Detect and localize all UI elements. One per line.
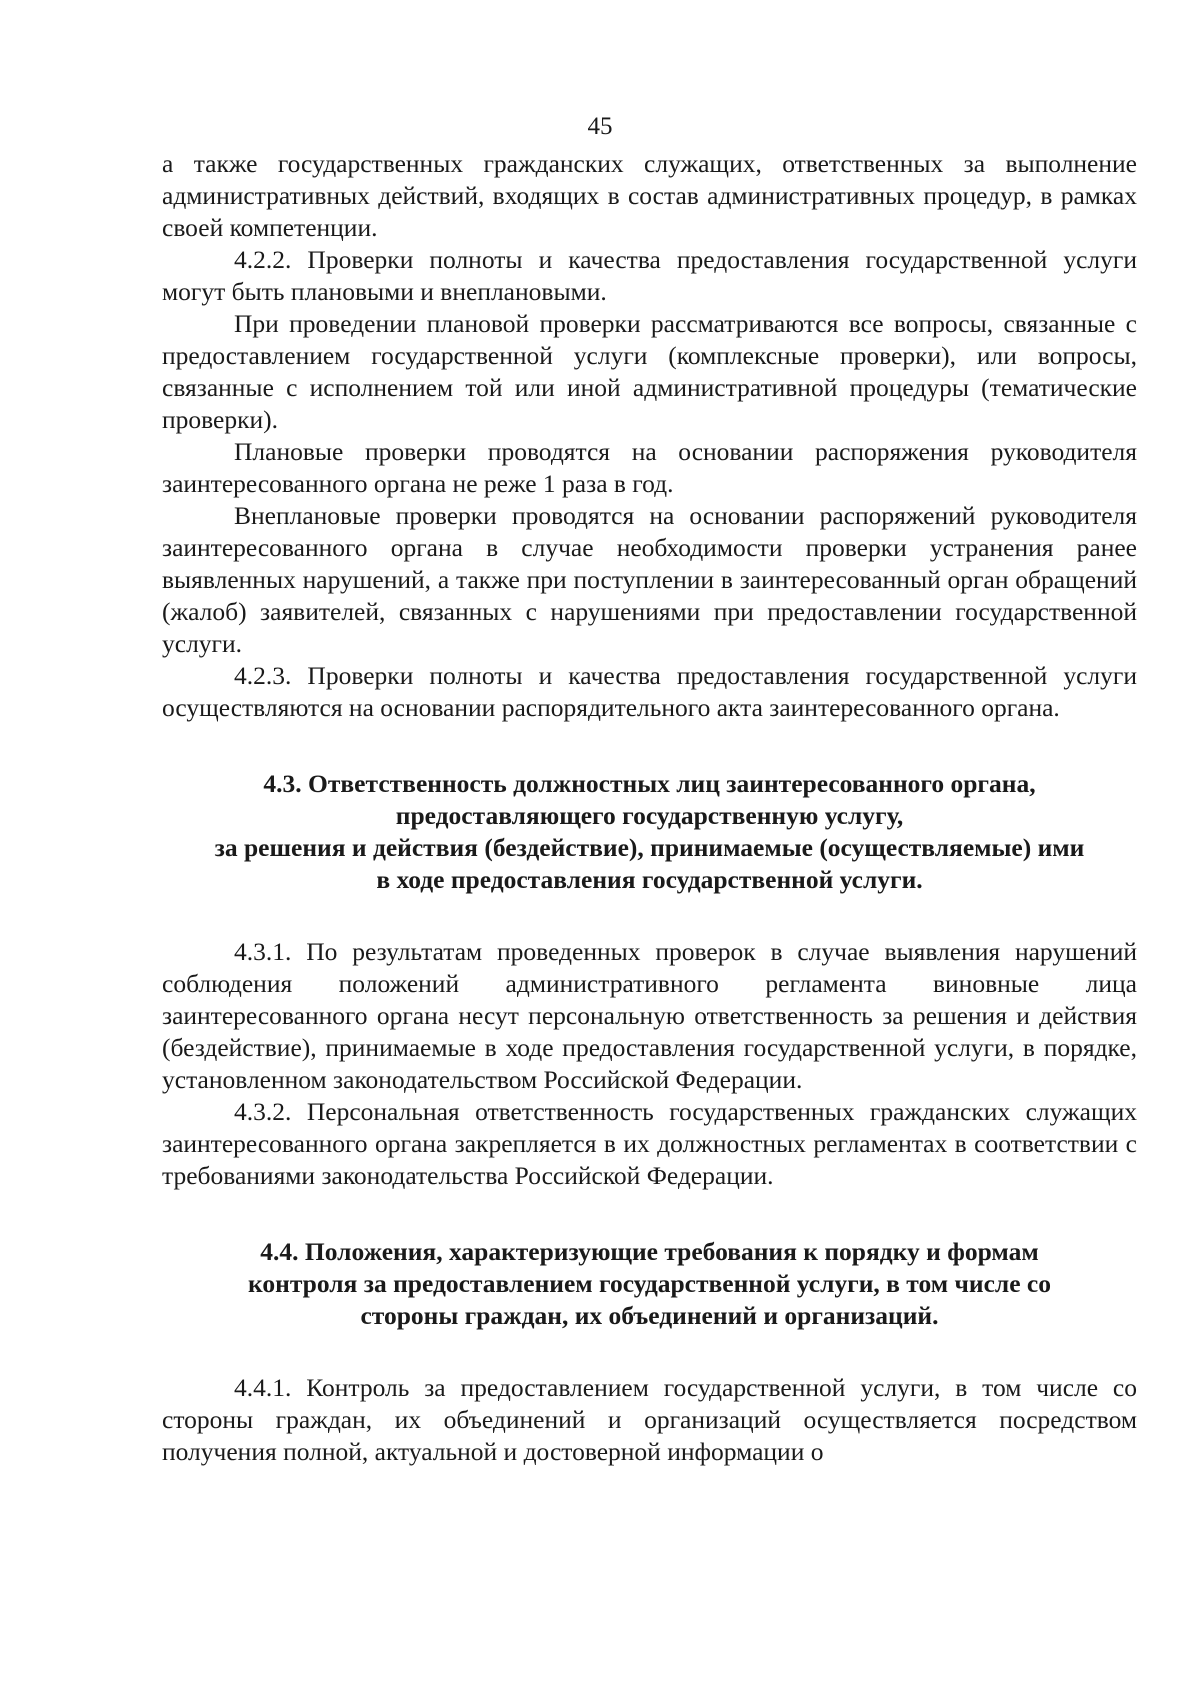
heading-line: за решения и действия (бездействие), принимаемые (осуществляемые) ими — [214, 833, 1085, 862]
paragraph-4-2-3: 4.2.3. Проверки полноты и качества предоставления государственной услуги осуществляются на основании распорядительного акта заинтересованного органа. — [162, 661, 1137, 722]
heading-line: в ходе предоставления государственной услуги. — [376, 865, 923, 894]
paragraph-continuation: а также государственных гражданских служащих, ответственных за выполнение административных действий, входящих в состав административных процедур, в рамках своей компетенции. — [162, 149, 1137, 242]
paragraph-4-4-1: 4.4.1. Контроль за предоставлением государственной услуги, в том числе со стороны граждан, их объединений и организаций осуществляется посредством получения полной, актуальной и достоверной информации о — [162, 1373, 1137, 1466]
heading-line: стороны граждан, их объединений и организаций. — [360, 1301, 939, 1330]
section-heading-4-4 — [162, 1236, 1137, 1332]
paragraph-4-3-2: 4.3.2. Персональная ответственность государственных гражданских служащих заинтересованного органа закрепляется в их должностных регламентах в соответствии с требованиями законодательства Российской Федерации. — [162, 1097, 1137, 1190]
page-content — [162, 148, 1137, 1468]
heading-line: 4.3. Ответственность должностных лиц заинтересованного органа, — [263, 769, 1036, 798]
paragraph-4-2-2: 4.2.2. Проверки полноты и качества предоставления государственной услуги могут быть плановыми и внеплановыми. — [162, 245, 1137, 306]
page-number: 45 — [587, 113, 613, 140]
paragraph-planned-checks: Плановые проверки проводятся на основании распоряжения руководителя заинтересованного органа не реже 1 раза в год. — [162, 437, 1137, 498]
heading-line: контроля за предоставлением государственной услуги, в том числе со — [248, 1269, 1051, 1298]
paragraph-4-3-1: 4.3.1. По результатам проведенных проверок в случае выявления нарушений соблюдения положений административного регламента виновные лица заинтересованного органа несут персональную ответственность за решения и действия (бездействие), принимаемые в ходе предоставления государственной услуги, в порядке, установленном законодательством Российской Федерации. — [162, 937, 1137, 1094]
paragraph-unplanned-checks: Внеплановые проверки проводятся на основании распоряжений руководителя заинтересованного органа в случае необходимости проверки устранения ранее выявленных нарушений, а также при поступлении в заинтересованный орган обращений (жалоб) заявителей, связанных с нарушениями при предоставлении государственной услуги. — [162, 501, 1137, 658]
paragraph-planned-check-scope: При проведении плановой проверки рассматриваются все вопросы, связанные с предоставлением государственной услуги (комплексные проверки), или вопросы, связанные с исполнением той или иной административной процедуры (тематические проверки). — [162, 309, 1137, 434]
section-heading-4-3 — [162, 768, 1137, 896]
heading-line: 4.4. Положения, характеризующие требования к порядку и формам — [260, 1237, 1039, 1266]
heading-line: предоставляющего государственную услугу, — [395, 801, 904, 830]
